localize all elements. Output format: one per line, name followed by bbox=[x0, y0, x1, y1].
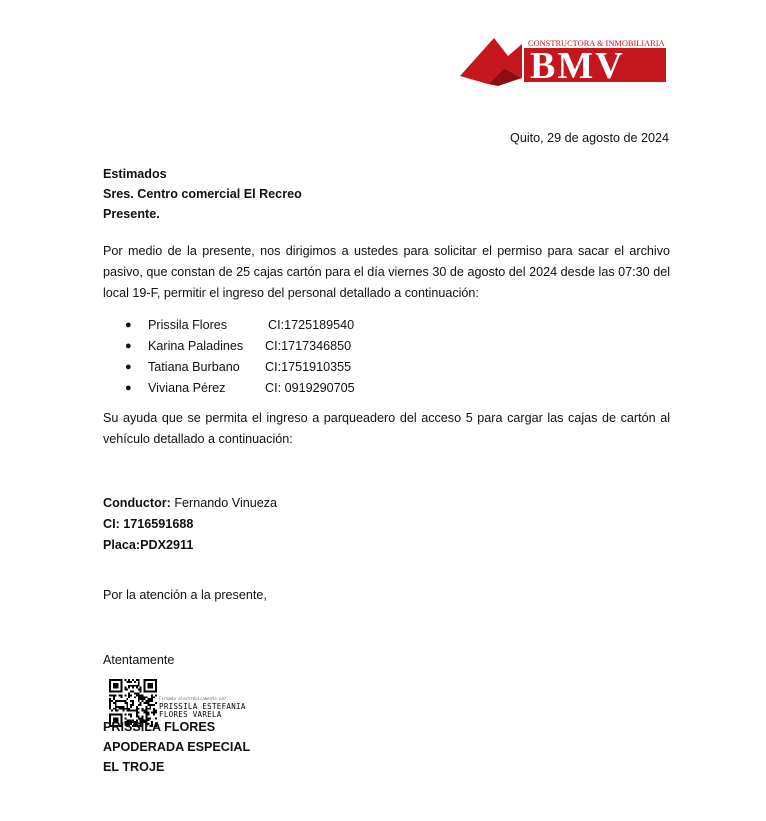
bullet-icon: ● bbox=[125, 319, 132, 331]
staff-name: Prissila Flores bbox=[148, 318, 228, 332]
signer-block bbox=[103, 717, 250, 777]
staff-ci: CI:1751910355 bbox=[265, 360, 352, 374]
list-item bbox=[103, 315, 355, 336]
vehicle-plate: Placa:PDX2911 bbox=[103, 538, 194, 552]
request-paragraph: Por medio de la presente, nos dirigimos a ustedes para solicitar el permiso para sacar el archivo pasivo, que constan de 25 cajas cartón para el día viernes 30 de agosto del 2024 desde las 07:30 del local 19-F, permitir el ingreso del personal detallado a continuación: bbox=[103, 244, 670, 300]
company-logo bbox=[458, 34, 668, 92]
staff-list bbox=[103, 315, 355, 399]
list-item bbox=[103, 378, 355, 399]
driver-line bbox=[103, 493, 277, 514]
signer-company: EL TROJE bbox=[103, 760, 165, 774]
staff-name: Karina Paladines bbox=[148, 339, 244, 353]
salutation bbox=[103, 164, 302, 224]
e-signature-text bbox=[159, 695, 246, 719]
e-signature-caption: Firmado electrónicamente por: bbox=[159, 696, 229, 701]
driver-label: Conductor: bbox=[103, 496, 171, 510]
date-line: Quito, 29 de agosto de 2024 bbox=[510, 131, 669, 145]
driver-name: Fernando Vinueza bbox=[170, 496, 278, 510]
signer-role: APODERADA ESPECIAL bbox=[103, 740, 251, 754]
sign-off: Atentamente bbox=[103, 653, 175, 667]
logo-tagline: CONSTRUCTORA & INMOBILIARIA bbox=[528, 39, 665, 48]
salutation-line-2: Sres. Centro comercial El Recreo bbox=[103, 187, 302, 201]
bullet-icon: ● bbox=[125, 340, 132, 352]
staff-name: Tatiana Burbano bbox=[148, 360, 240, 374]
staff-ci: CI:1725189540 bbox=[268, 318, 355, 332]
salutation-line-1: Estimados bbox=[103, 167, 167, 181]
parking-paragraph: Su ayuda que se permita el ingreso a parqueadero del acceso 5 para cargar las cajas de cartón al vehículo detallado a continuación: bbox=[103, 411, 670, 446]
vehicle-details bbox=[103, 493, 277, 556]
bullet-icon: ● bbox=[125, 361, 132, 373]
staff-ci: CI: 0919290705 bbox=[265, 381, 355, 395]
bullet-icon: ● bbox=[125, 382, 132, 394]
salutation-line-3: Presente. bbox=[103, 207, 160, 221]
staff-name: Viviana Pérez bbox=[148, 381, 226, 395]
staff-ci: CI:1717346850 bbox=[265, 339, 352, 353]
driver-ci: CI: 1716591688 bbox=[103, 517, 194, 531]
e-signature-name-2: FLORES VARELA bbox=[159, 710, 222, 719]
e-signature-name-1: PRISSILA ESTEFANIA bbox=[159, 702, 246, 711]
list-item bbox=[103, 357, 352, 378]
closing-line: Por la atención a la presente, bbox=[103, 588, 267, 602]
signer-name: PRISSILA FLORES bbox=[103, 720, 216, 734]
list-item bbox=[103, 336, 352, 357]
logo-brand-text: BMV bbox=[530, 45, 625, 87]
